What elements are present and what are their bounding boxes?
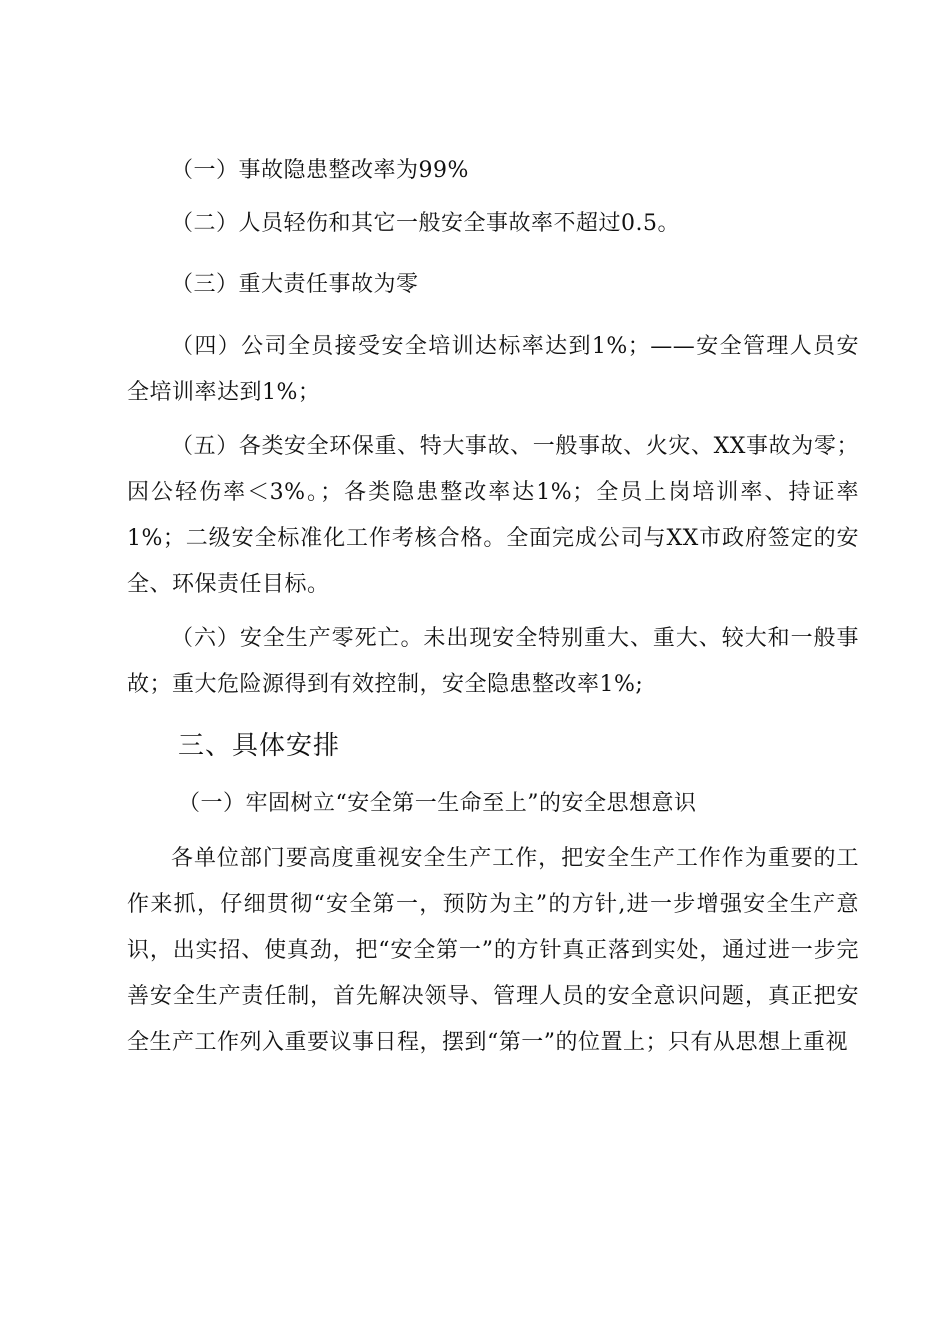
goal-item-4: （四）公司全员接受安全培训达标率达到1%；——安全管理人员安全培训率达到1%； xyxy=(127,334,859,405)
goal-item-2: （二）人员轻伤和其它一般安全事故率不超过0.5。 xyxy=(171,211,680,236)
goal-item-5: （五）各类安全环保重、特大事故、一般事故、火灾、XX事故为零；因公轻伤率＜3%。；各类隐患整改率达1%；全员上岗培训率、持证率1%；二级安全标准化工作考核合格。全面完成公司与XX市政府签定的安全、环保责任目标。 xyxy=(127,434,859,597)
goal-item-3: （三）重大责任事故为零 xyxy=(171,272,419,297)
body-paragraph: 各单位部门要高度重视安全生产工作，把安全生产工作作为重要的工作来抓，仔细贯彻“安全第一，预防为主”的方针,进一步增强安全生产意识，出实招、使真劲，把“安全第一”的方针真正落到实处，通过进一步完善安全生产责任制，首先解决领导、管理人员的安全意识问题，真正把安全生产工作列入重要议事日程，摆到“第一”的位置上；只有从思想上重视 xyxy=(127,846,859,1055)
section-heading: 三、具体安排 xyxy=(178,731,341,761)
goal-item-6: （六）安全生产零死亡。未出现安全特别重大、重大、较大和一般事故；重大危险源得到有效控制，安全隐患整改率1%; xyxy=(127,626,859,697)
goal-item-1: （一）事故隐患整改率为99% xyxy=(171,158,469,183)
subsection-heading: （一）牢固树立“安全第一生命至上”的安全思想意识 xyxy=(178,791,697,816)
